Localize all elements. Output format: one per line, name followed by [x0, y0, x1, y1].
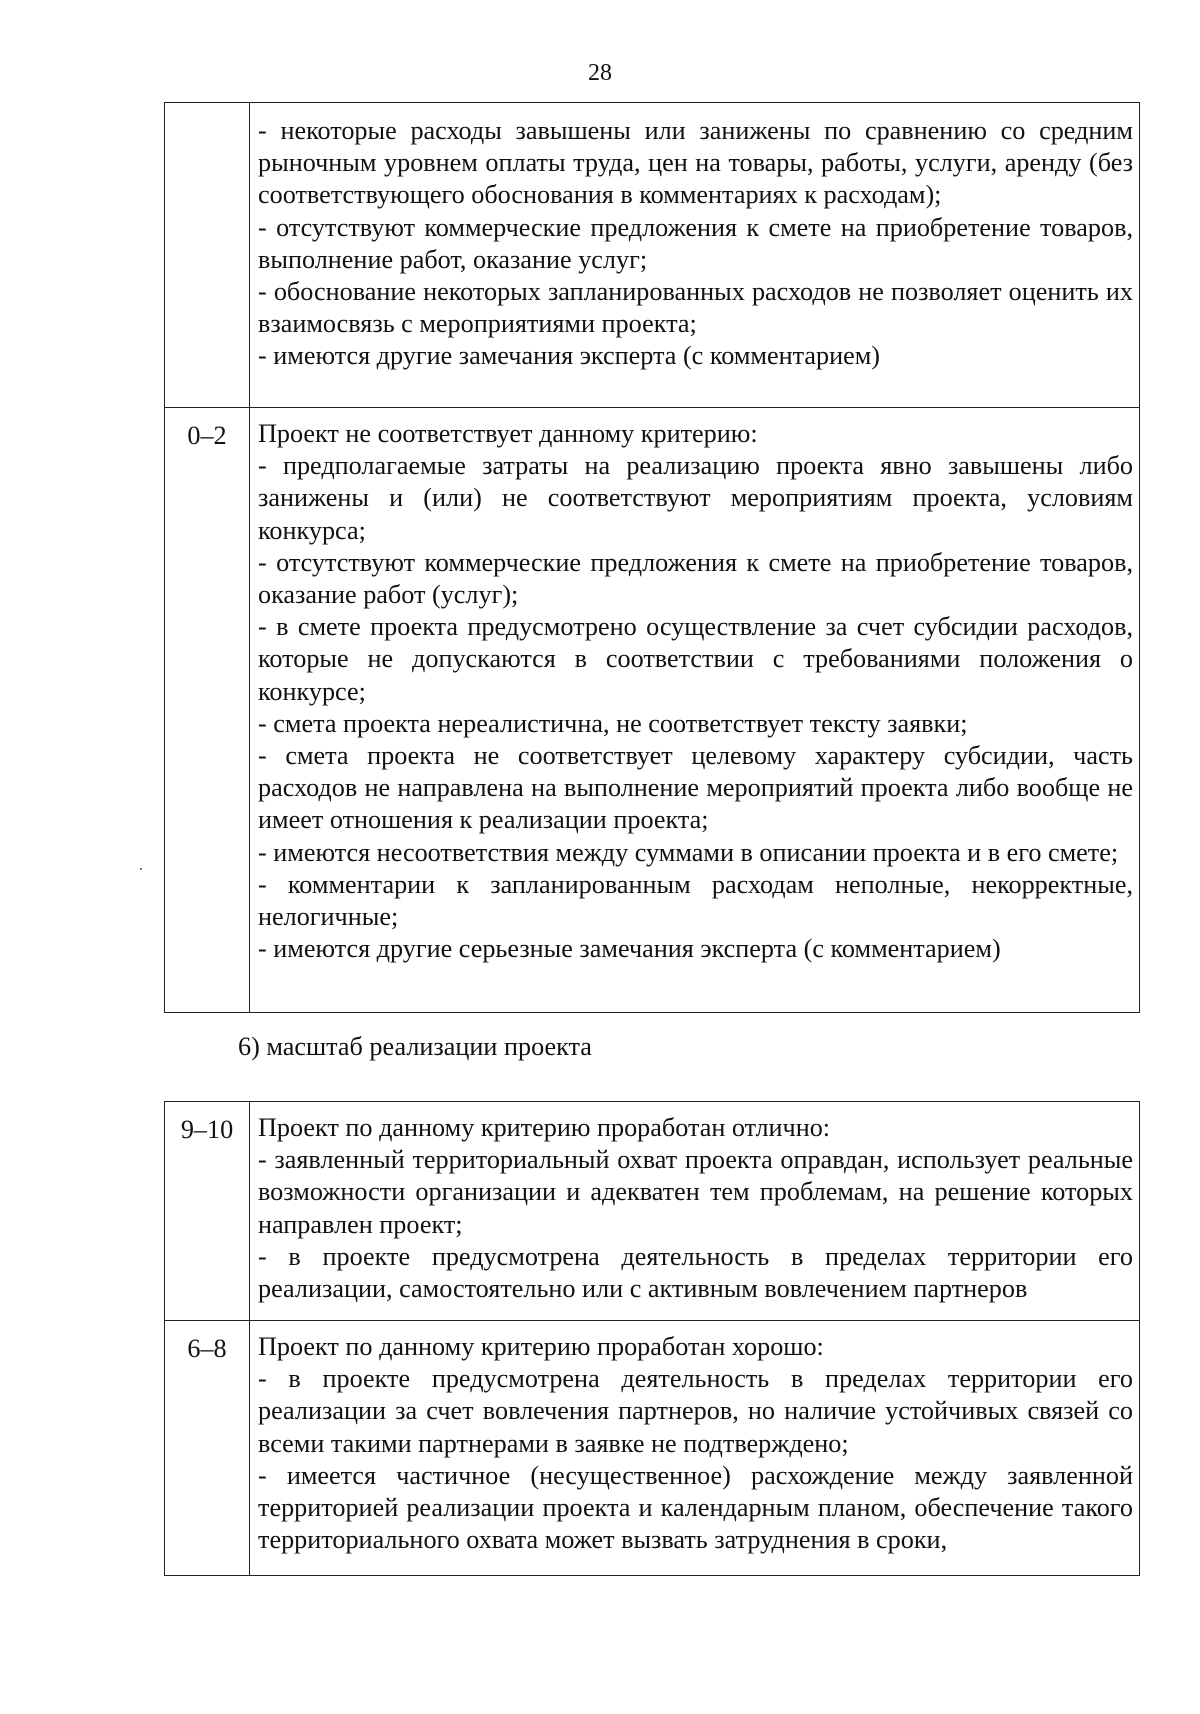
criterion-heading: Проект по данному критерию проработан хорошо: — [258, 1332, 824, 1361]
score-cell — [165, 103, 250, 408]
description-cell — [250, 408, 1140, 1013]
criterion-line: - в проекте предусмотрена деятельность в пределах территории его реализации за счет вовлечения партнеров, но наличие устойчивых связей со всеми такими партнерами в заявке не подтверждено; — [258, 1364, 1133, 1458]
criterion-line: - отсутствуют коммерческие предложения к смете на приобретение товаров, оказание работ (услуг); — [258, 547, 1133, 610]
criterion-line: - заявленный территориальный охват проекта оправдан, использует реальные возможности организации и адекватен тем проблемам, на решение которых направлен проект; — [258, 1145, 1133, 1239]
criterion-line: - смета проекта не соответствует целевому характеру субсидии, часть расходов не направлена на выполнение мероприятий проекта либо вообще не имеет отношения к реализации проекта; — [258, 741, 1133, 835]
score-cell: 9–10 — [165, 1102, 250, 1321]
score-cell: 0–2 — [165, 408, 250, 1013]
criterion-line: - в смете проекта предусмотрено осуществление за счет субсидии расходов, которые не допускаются в соответствии с требованиями положения о конкурсе; — [258, 612, 1133, 706]
description-cell — [250, 103, 1140, 408]
score-cell: 6–8 — [165, 1321, 250, 1576]
criterion-line: - имеется частичное (несущественное) расхождение между заявленной территорией реализации проекта и календарным планом, обеспечение такого территориального охвата может вызвать затруднения в сроки, — [258, 1460, 1133, 1555]
criterion-line: - имеются другие серьезные замечания эксперта (с комментарием) — [258, 934, 1001, 964]
criterion-line: - отсутствуют коммерческие предложения к смете на приобретение товаров, выполнение работ, оказание услуг; — [258, 212, 1133, 274]
table-row — [165, 1102, 1140, 1321]
criterion-line: - предполагаемые затраты на реализацию проекта явно завышены либо занижены и (или) не соответствуют мероприятиям проекта, условиям конкурса; — [258, 451, 1133, 545]
criterion-line: - в проекте предусмотрена деятельность в пределах территории его реализации, самостоятельно или с активным вовлечением партнеров — [258, 1241, 1133, 1304]
criterion-line: - имеются другие замечания эксперта (с комментарием) — [258, 341, 881, 371]
scan-speck — [140, 868, 142, 870]
criteria-table-scale — [164, 1101, 1140, 1576]
section-title: 6) масштаб реализации проекта — [238, 1032, 592, 1061]
page-number: 28 — [588, 60, 612, 86]
table-row — [165, 408, 1140, 1013]
criterion-line: - имеются несоответствия между суммами в описании проекта и в его смете; — [258, 837, 1119, 867]
criterion-line: - комментарии к запланированным расходам неполные, некорректные, нелогичные; — [258, 869, 1133, 932]
criterion-line: - обоснование некоторых запланированных расходов не позволяет оценить их взаимосвязь с мероприятиями проекта; — [258, 277, 1133, 339]
criterion-heading: Проект по данному критерию проработан отлично: — [258, 1113, 831, 1142]
criterion-line: - смета проекта нереалистична, не соответствует тексту заявки; — [258, 708, 968, 738]
table-row — [165, 1321, 1140, 1576]
criterion-heading: Проект не соответствует данному критерию: — [258, 419, 758, 448]
description-cell — [250, 1102, 1140, 1321]
table-row — [165, 103, 1140, 408]
description-cell — [250, 1321, 1140, 1576]
criteria-table-budget — [164, 102, 1140, 1013]
criterion-line: - некоторые расходы завышены или занижены по сравнению со средним рыночным уровнем оплаты труда, цен на товары, работы, услуги, аренду (без соответствующего обоснования в комментариях к расходам); — [258, 116, 1133, 210]
